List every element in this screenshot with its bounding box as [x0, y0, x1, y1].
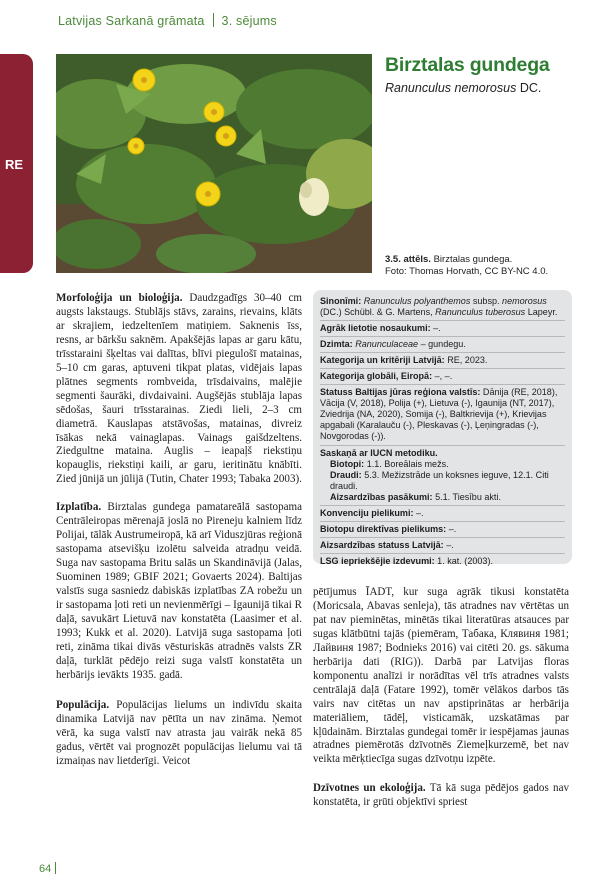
page-number: 64: [39, 863, 52, 875]
info-previous-names: Agrāk lietotie nosaukumi: –.: [320, 321, 565, 337]
volume-label: 3. sējums: [221, 14, 277, 28]
info-category-latvia: Kategorija un kritēriji Latvijā: RE, 2023.: [320, 353, 565, 369]
category-tab: [0, 54, 33, 273]
info-conventions: Konvenciju pielikumi: –.: [320, 506, 565, 522]
left-column: [56, 292, 302, 769]
page-footer: [39, 862, 56, 875]
species-photo-illustration: [56, 54, 372, 273]
info-iucn: Saskaņā ar IUCN metodiku. Biotopi: 1.1. Boreālais mežs. Draudi: 5.3. Mežizstrāde un koksnes ieguve, 12.1. Citi draudi. Aizsardzības pasākumi: 5.1. Tiesību akti.: [320, 446, 565, 506]
photo-credit: Foto: Thomas Horvath, CC BY-NC 4.0.: [385, 265, 549, 277]
text-distribution: Birztalas gundega pamatareālā sastopama Centrāleiropas mērenajā joslā no Pireneju kalniem līdz Polijai, tālāk Austrumeiropā, kā arī Viduszjūras reģionā sastopama atsevišķu izolētu salveida atradņu veidā. Suga nav sastopama Britu salās un Skandināvijā (Jalas, Suominen 1989; GBIF 2021; Govaerts 2024). Baltijas valstīs suga sasniedz dabiskās izplatības ZA robežu un ir sastopama ļoti reti un nevienmērīgi – Igaunijā tikai R daļā, savukārt Lietuvā nav konstatēta (Laasimer et al. 1993; Kukk et al. 2020). Latvijā suga sastopama ļoti reti, zināma tikai divās vēsturiskās atradnēs valsts ZR daļā, turklāt pēdējo reizi suga valstī konstatēta un herbārijs ievākts 1935. gadā.: [56, 501, 302, 681]
paragraph-distribution: [56, 501, 302, 682]
category-tab-label: RE: [5, 157, 24, 172]
species-photo: [56, 54, 372, 273]
paragraph-morphology: [56, 292, 302, 487]
info-previous-editions: LSG iepriekšējie izdevumi: 1. kat. (2003).: [320, 555, 493, 566]
info-protection-status: Aizsardzības statuss Latvijā: –.: [320, 538, 565, 554]
paragraph-population: [56, 699, 302, 769]
running-header: [58, 13, 277, 28]
info-biotopes: Biotopi: 1.1. Boreālais mežs.: [330, 458, 449, 469]
paragraph-habitats: [313, 782, 569, 810]
right-column: [313, 586, 569, 810]
paragraph-population-continued: pētījumus ĪADT, kur suga agrāk tikusi konstatēta (Moricsala, Abavas senleja), tās atradnes nav vērtētas un pat nav pieminētas, minētās tikai literatūras atsauces par sugas klātbūtni tajās (piemēram, Табака, Клявиня 1981; Лайвиня 1987; Bodnieks 2016) vai citēti 20. gs. sākuma herbārija dati (RIG)). Darbā par Latvijas floras komponentu analīzi ir norādītas vēl trīs atradnes valsts centrālajā daļā (Fatare 1992), tomēr vēlākos darbos tās vairs nav citētas un nav apstiprinātas ar herbārija materiāliem, tādēļ, visticamāk, uzskatāmas par kļūdainām. Birztalas gundegai tomēr ir iespējamas jaunas atradnes piemērotās dzīvotnēs Ziemeļkurzemē, bet nav veikta mērķtiecīga sugas dzīvotņu izpēte.: [313, 586, 569, 766]
figure-caption-text: Birztalas gundega.: [433, 254, 513, 265]
footer-bar: [55, 862, 56, 874]
info-synonyms: Sinonīmi: Ranunculus polyanthemos subsp. nemorosus (DC.) Schübl. & G. Martens, Ranunculus tuberosus Lapeyr.: [320, 294, 565, 321]
species-heading: [385, 54, 550, 95]
info-threats: Draudi: 5.3. Mežizstrāde un koksnes ieguve, 12.1. Citi draudi.: [330, 469, 549, 491]
species-info-box: [313, 290, 572, 564]
info-habitats-directive: Biotopu direktīvas pielikums: –.: [320, 522, 565, 538]
heading-habitats: Dzīvotnes un ekoloģija.: [313, 782, 426, 795]
info-category-global: Kategorija globāli, Eiropā: –, –.: [320, 369, 565, 385]
species-name: Birztalas gundega: [385, 54, 550, 76]
book-title: Latvijas Sarkanā grāmata: [58, 14, 205, 28]
text-population: Populācijas lielums un indivīdu skaita dinamika Latvijā nav pētīta un nav zināma. Ņemot vērā, ka suga valstī nav atrasta jau vairāk nekā 85 gadus, vērtēt vai prognozēt populācijas lielumu vai tā izmaiņas nav lietderīgi. Veicot: [56, 698, 302, 767]
heading-population: Populācija.: [56, 698, 110, 711]
info-family: Dzimta: Ranunculaceae – gundegu.: [320, 337, 565, 353]
species-latin-name: [385, 81, 550, 95]
figure-caption: [385, 254, 548, 277]
heading-morphology: Morfoloģija un bioloģija.: [56, 292, 183, 304]
info-protection-measures: Aizsardzības pasākumi: 5.1. Tiesību akti.: [330, 491, 501, 502]
latin-binomial: Ranunculus nemorosus: [385, 81, 517, 95]
figure-label: 3.5. attēls.: [385, 254, 431, 265]
text-habitats: Tā kā suga pēdējos gados nav konstatēta, ir grūti objektīvi spriest: [313, 782, 570, 809]
header-separator: [213, 13, 214, 27]
info-baltic-status: Statuss Baltijas jūras reģiona valstīs: Dānija (RE, 2018), Vācija (V, 2018), Polija (+), Lietuva (-), Igaunija (NT, 2017), Zviedrija (NA, 2020), Somija (-), Baltkrievija (+), Krievijas apgabali (Karalauču (-), Pleskavas (-), Ļeņingradas (-), Novgorodas (-)).: [320, 385, 565, 445]
heading-distribution: Izplatība.: [56, 501, 102, 514]
latin-author: DC.: [519, 81, 542, 95]
text-morphology: Daudzgadīgs 30–40 cm augsts lakstaugs. Stublājs stāvs, zarains, rievains, klāts ar skrajiem, iedzeltenīem matiņiem. Saknenis īss, resns, ar bārkšu saknēm. Apakšējās lapas ar garu kātu, trīsstaraini šķeltas vai dalītas, blīvi piegulošī matainas, 5–10 cm garas, aptuveni tikpat platas, vidējais lapas plātnes segments rombveida, trīsdaivains, malējie segmenti šaurāki, divdaivaini. Augšējās stublāja lapas sēdošas, šauri trīsstarainas. Ziedi lieli, 2–3 cm diametrā. Kauslapas atstāvošas, matainas, divreiz īsākas nekā vainaglapas. Vainags gaišdzeltens. Ziedgultne mataina. Auglis – ieapaļš riekstiņu kopauglis, riekstiņi kaili, ar garu, ieritinātu knābīti. Zied jūnijā un jūlijā (Tutin, Chater 1993; Tabaka 2003).: [56, 292, 302, 486]
